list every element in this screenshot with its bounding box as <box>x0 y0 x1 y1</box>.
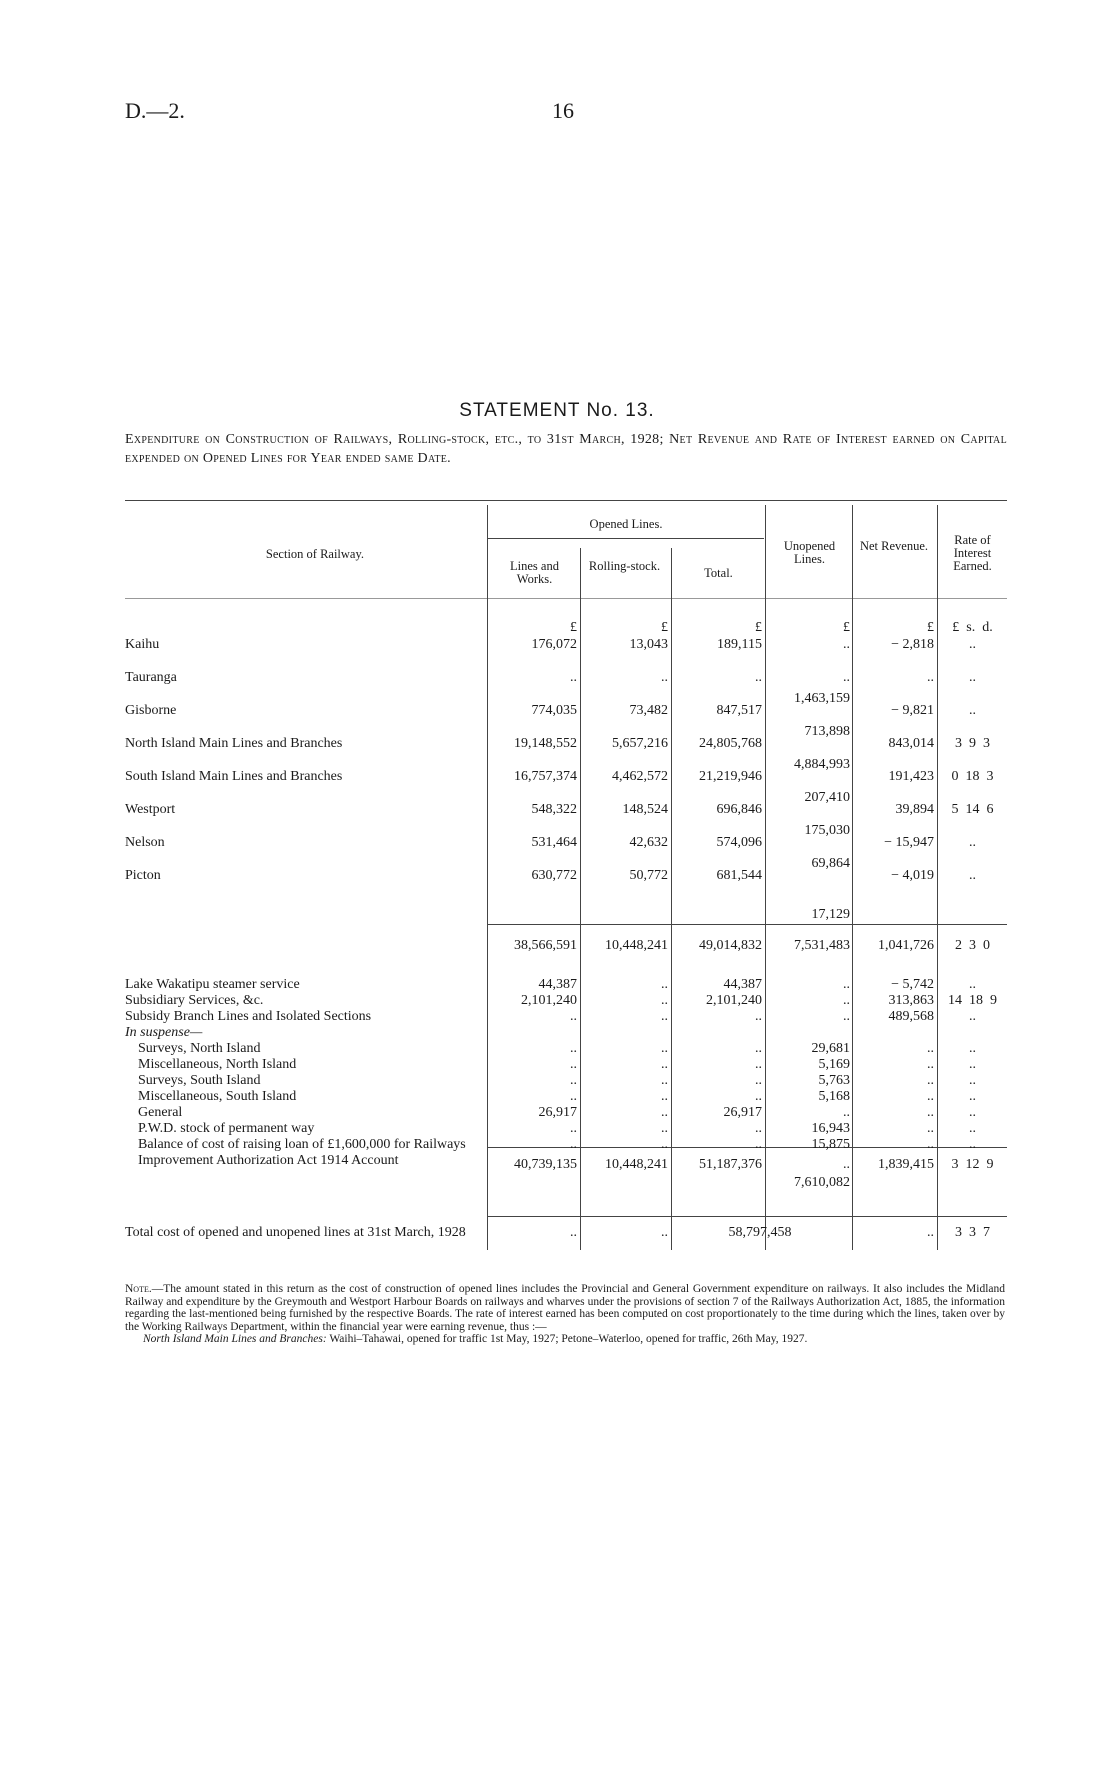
cell-rate: .. <box>969 703 976 718</box>
cell-lines-works: 44,387 <box>538 977 577 992</box>
cell-rolling-stock: .. <box>661 1041 668 1056</box>
final-rate: 3 3 7 <box>955 1225 990 1240</box>
cell-rate: .. <box>969 835 976 850</box>
cell-lines-works: 16,757,374 <box>514 769 577 784</box>
table-row-label: South Island Main Lines and Branches <box>125 769 343 784</box>
cell-total: 847,517 <box>716 703 762 718</box>
cell-rate: .. <box>969 1073 976 1088</box>
cell-unopened: .. <box>843 637 850 652</box>
cell-rate: .. <box>969 1105 976 1120</box>
opened-lines-rule <box>488 538 764 539</box>
cell-rate: .. <box>969 1009 976 1024</box>
cell-net-revenue: 313,863 <box>888 993 934 1008</box>
grand-total-rule <box>487 1216 1007 1217</box>
cell-lines-works: .. <box>570 1057 577 1072</box>
cell-rate: .. <box>969 1089 976 1104</box>
grand-unopened: .. <box>843 1157 850 1172</box>
cell-net-revenue: .. <box>927 1137 934 1152</box>
cell-unopened: .. <box>843 1105 850 1120</box>
cell-rolling-stock: 13,043 <box>629 637 668 652</box>
col-rolling-stock: Rolling-stock. <box>588 559 661 573</box>
cell-total: .. <box>755 1089 762 1104</box>
cell-total: .. <box>755 1057 762 1072</box>
cell-lines-works: .. <box>570 1073 577 1088</box>
col-opened-lines: Opened Lines. <box>589 517 663 531</box>
document-reference: D.—2. <box>125 98 185 123</box>
unit-rate: £ s. d. <box>952 620 993 635</box>
cell-unopened: 29,681 <box>811 1041 850 1056</box>
table-row-label: Surveys, North Island <box>138 1041 261 1056</box>
table-row-label: Picton <box>125 868 161 883</box>
cell-unopened: 175,030 <box>804 823 850 838</box>
col-rate-of-interest: Rate of Interest Earned. <box>953 533 992 573</box>
suspense-label: In suspense— <box>125 1025 203 1040</box>
cell-lines-works: .. <box>570 670 577 685</box>
cell-rolling-stock: .. <box>661 1089 668 1104</box>
cell-net-revenue: − 4,019 <box>891 868 934 883</box>
cell-lines-works: 548,322 <box>531 802 577 817</box>
cell-net-revenue: − 2,818 <box>891 637 934 652</box>
cell-rolling-stock: .. <box>661 1057 668 1072</box>
subtotal-bottom-rule <box>487 924 1007 925</box>
cell-net-revenue: − 5,742 <box>891 977 934 992</box>
page-number: 16 <box>552 98 574 123</box>
table-top-rule <box>125 500 1007 501</box>
statement-subtitle: Expenditure on Construction of Railways, Rolling-stock, etc., to 31st March, 1928; Net Revenue and Rate of Interest earned on Capital expended on Opened Lines for Year ended same Date. <box>125 432 1007 466</box>
cell-unopened: 1,463,159 <box>794 691 850 706</box>
cell-net-revenue: 191,423 <box>888 769 934 784</box>
cell-rolling-stock: 4,462,572 <box>612 769 668 784</box>
col-unopened-lines: Unopened Lines. <box>783 539 836 566</box>
cell-total: 44,387 <box>723 977 762 992</box>
cell-unopened-extra: 17,129 <box>811 907 850 922</box>
note-italic-label: North Island Main Lines and Branches: <box>143 1333 327 1345</box>
table-row-label: Miscellaneous, South Island <box>138 1089 297 1104</box>
cell-rate: 0 18 3 <box>951 769 994 784</box>
cell-total: 26,917 <box>723 1105 762 1120</box>
cell-rolling-stock: 5,657,216 <box>612 736 668 751</box>
final-row-label: Total cost of opened and unopened lines at 31st March, 1928 <box>125 1225 466 1240</box>
cell-rate: 3 9 3 <box>955 736 990 751</box>
cell-rolling-stock: .. <box>661 1009 668 1024</box>
cell-lines-works: .. <box>570 1137 577 1152</box>
cell-unopened: 4,884,993 <box>794 757 850 772</box>
cell-rolling-stock: 42,632 <box>629 835 668 850</box>
note-tail: Waihi–Tahawai, opened for traffic 1st May, 1927; Petone–Waterloo, opened for traffic, 26th May, 1927. <box>326 1333 808 1345</box>
final-combined-total: 58,797,458 <box>728 1225 792 1240</box>
cell-rate: .. <box>969 868 976 883</box>
cell-unopened: 5,168 <box>818 1089 850 1104</box>
table-row-label: Nelson <box>125 835 165 850</box>
cell-net-revenue: .. <box>927 670 934 685</box>
unit-pound: £ <box>661 620 668 635</box>
cell-net-revenue: .. <box>927 1041 934 1056</box>
subtotal-unopened: 7,531,483 <box>794 938 850 953</box>
cell-total: .. <box>755 1121 762 1136</box>
vrule <box>937 505 938 1250</box>
cell-lines-works: 531,464 <box>531 835 577 850</box>
statement-title: STATEMENT No. 13. <box>459 400 655 421</box>
unit-pound: £ <box>843 620 850 635</box>
table-row-label: P.W.D. stock of permanent way <box>138 1121 315 1136</box>
cell-rate: .. <box>969 1057 976 1072</box>
cell-net-revenue: 489,568 <box>888 1009 934 1024</box>
cell-lines-works: .. <box>570 1041 577 1056</box>
cell-lines-works: 176,072 <box>531 637 577 652</box>
cell-rate: .. <box>969 1041 976 1056</box>
cell-net-revenue: .. <box>927 1089 934 1104</box>
cell-rolling-stock: .. <box>661 1121 668 1136</box>
cell-rate: .. <box>969 1121 976 1136</box>
cell-rolling-stock: .. <box>661 977 668 992</box>
cell-net-revenue: .. <box>927 1105 934 1120</box>
cell-rate: .. <box>969 670 976 685</box>
cell-rolling-stock: 148,524 <box>622 802 668 817</box>
cell-total: .. <box>755 1041 762 1056</box>
table-row-label: Westport <box>125 802 176 817</box>
table-row-label: General <box>138 1105 183 1120</box>
cell-unopened: .. <box>843 993 850 1008</box>
cell-total: 574,096 <box>716 835 762 850</box>
subtotal-total: 49,014,832 <box>699 938 762 953</box>
cell-net-revenue: 39,894 <box>895 802 934 817</box>
cell-net-revenue: .. <box>927 1073 934 1088</box>
cell-lines-works: 630,772 <box>531 868 577 883</box>
cell-total: 21,219,946 <box>699 769 762 784</box>
cell-unopened: .. <box>843 670 850 685</box>
cell-rolling-stock: 50,772 <box>629 868 668 883</box>
table-row-label: Kaihu <box>125 637 160 652</box>
cell-rolling-stock: .. <box>661 1073 668 1088</box>
table-row-label: Lake Wakatipu steamer service <box>125 977 300 992</box>
cell-lines-works: 774,035 <box>531 703 577 718</box>
grand-net-revenue: 1,839,415 <box>878 1157 934 1172</box>
cell-rate: 5 14 6 <box>951 802 994 817</box>
cell-rolling-stock: .. <box>661 1137 668 1152</box>
col-total: Total. <box>704 566 733 580</box>
col-section-of-railway: Section of Railway. <box>265 547 365 561</box>
cell-lines-works: .. <box>570 1121 577 1136</box>
cell-rate: .. <box>969 637 976 652</box>
cell-net-revenue: .. <box>927 1121 934 1136</box>
note-text: —The amount stated in this return as the cost of construction of opened lines includes the Provincial and General Government expenditure on railways. It also includes the Midland Railway and expenditure by the Greymouth and Westport Harbour Boards on railways and wharves under the provisions of section 7 of the Railways Authorization Act, 1885, the information regarding the last-mentioned being furnished by the respective Boards. The rate of interest earned has been computed on cost proportionately to the time during which the lines, taken over by the Working Railways Department, within the financial year were earning revenue, thus :— <box>125 1283 1005 1333</box>
grand-lines-works: 40,739,135 <box>514 1157 577 1172</box>
subtotal-lines-works: 38,566,591 <box>514 938 577 953</box>
cell-unopened: 5,763 <box>818 1073 850 1088</box>
cell-unopened: 15,875 <box>811 1137 850 1152</box>
cell-rate: .. <box>969 1137 976 1152</box>
cell-total: 189,115 <box>717 637 762 652</box>
unit-pound: £ <box>570 620 577 635</box>
table-row-label: Subsidiary Services, &c. <box>125 993 264 1008</box>
cell-unopened: 5,169 <box>818 1057 850 1072</box>
cell-unopened: 16,943 <box>811 1121 850 1136</box>
cell-unopened: .. <box>843 1009 850 1024</box>
unit-pound: £ <box>927 620 934 635</box>
cell-total: 2,101,240 <box>706 993 762 1008</box>
col-lines-and-works: Lines and Works. <box>510 559 559 586</box>
cell-total: .. <box>755 1009 762 1024</box>
cell-lines-works: .. <box>570 1089 577 1104</box>
table-row-label: Miscellaneous, North Island <box>138 1057 297 1072</box>
cell-net-revenue: − 9,821 <box>891 703 934 718</box>
final-lines-works: .. <box>570 1225 577 1240</box>
cell-unopened: .. <box>843 977 850 992</box>
table-note <box>125 1283 1005 1346</box>
cell-rolling-stock: .. <box>661 993 668 1008</box>
grand-total: 51,187,376 <box>699 1157 762 1172</box>
cell-total: 24,805,768 <box>699 736 762 751</box>
unit-pound: £ <box>755 620 762 635</box>
subtotal-rolling-stock: 10,448,241 <box>605 938 668 953</box>
subtotal-rate: 2 3 0 <box>955 938 990 953</box>
cell-lines-works: 2,101,240 <box>521 993 577 1008</box>
cell-total: .. <box>755 1073 762 1088</box>
table-row-label: Tauranga <box>125 670 177 685</box>
cell-rolling-stock: .. <box>661 670 668 685</box>
grand-rate: 3 12 9 <box>951 1157 994 1172</box>
cell-unopened: 207,410 <box>804 790 850 805</box>
cell-net-revenue: − 15,947 <box>884 835 934 850</box>
grand-unopened-total: 7,610,082 <box>794 1175 850 1190</box>
cell-unopened: 713,898 <box>804 724 850 739</box>
subtotal-net-revenue: 1,041,726 <box>878 938 934 953</box>
cell-net-revenue: .. <box>927 1057 934 1072</box>
table-row-label: Subsidy Branch Lines and Isolated Sections <box>125 1009 372 1024</box>
header-bottom-rule <box>125 598 1007 599</box>
cell-lines-works: .. <box>570 1009 577 1024</box>
final-rolling-stock: .. <box>661 1225 668 1240</box>
cell-net-revenue: 843,014 <box>888 736 934 751</box>
cell-unopened: 69,864 <box>811 856 850 871</box>
cell-rolling-stock: 73,482 <box>629 703 668 718</box>
cell-total: 696,846 <box>716 802 762 817</box>
table-row-label: Gisborne <box>125 703 177 718</box>
note-lead: Note. <box>125 1283 152 1295</box>
cell-rate: .. <box>969 977 976 992</box>
cell-rate: 14 18 9 <box>948 993 997 1008</box>
col-net-revenue: Net Revenue. <box>859 539 929 553</box>
table-row-label: Surveys, South Island <box>138 1073 261 1088</box>
final-net-revenue: .. <box>927 1225 934 1240</box>
table-row-label: North Island Main Lines and Branches <box>125 736 343 751</box>
cell-lines-works: 26,917 <box>538 1105 577 1120</box>
grand-rolling-stock: 10,448,241 <box>605 1157 668 1172</box>
cell-total: .. <box>755 670 762 685</box>
table-row-label: Balance of cost of raising loan of £1,600,000 for Railways Improvement Authorization Act 1914 Account <box>138 1137 466 1168</box>
cell-total: .. <box>755 1137 762 1152</box>
cell-total: 681,544 <box>716 868 762 883</box>
cell-lines-works: 19,148,552 <box>514 736 577 751</box>
cell-rolling-stock: .. <box>661 1105 668 1120</box>
